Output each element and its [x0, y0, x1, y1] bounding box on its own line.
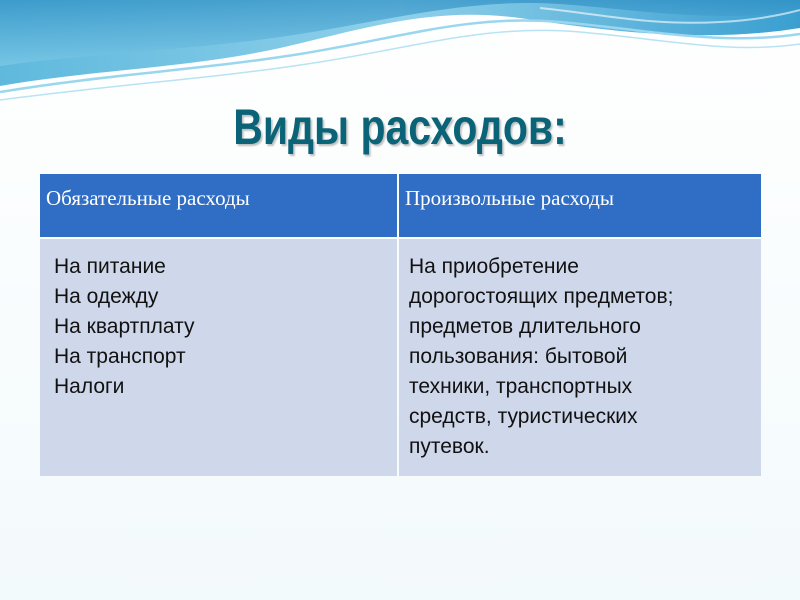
text-line: На приобретение [409, 255, 579, 278]
list-item: На квартплату [54, 315, 195, 338]
list-item: Налоги [54, 375, 125, 398]
expenses-table [40, 174, 761, 476]
text-line: путевок. [409, 435, 490, 458]
list-item: На транспорт [54, 345, 186, 368]
list-item: На одежду [54, 285, 159, 308]
header-mandatory-expenses: Обязательные расходы [40, 174, 397, 237]
table-header-row [40, 174, 761, 237]
discretionary-expenses-cell [399, 239, 761, 476]
text-line: техники, транспортных [409, 375, 633, 398]
text-line: дорогостоящих предметов; [409, 285, 674, 308]
text-line: пользования: бытовой [409, 345, 628, 368]
mandatory-expenses-cell [40, 239, 397, 476]
slide-title: Виды расходов: [233, 99, 567, 155]
text-line: предметов длительного [409, 315, 641, 338]
list-item: На питание [54, 255, 166, 278]
text-line: средств, туристических [409, 405, 638, 428]
header-discretionary-expenses: Произвольные расходы [399, 174, 761, 237]
table-row [40, 239, 761, 476]
